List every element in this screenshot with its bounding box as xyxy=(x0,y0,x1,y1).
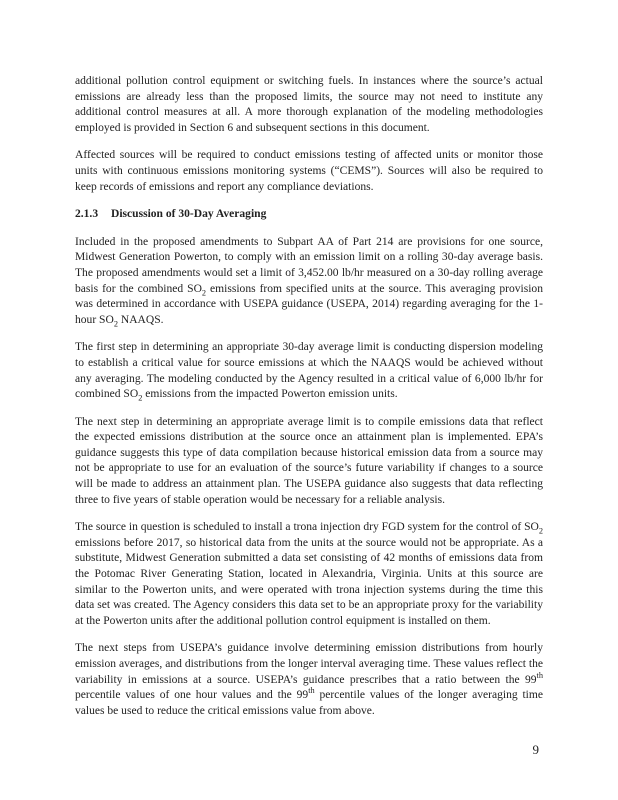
text-run: percentile values of one hour values and the 99 xyxy=(75,689,309,702)
text-run: Included in the proposed amendments to Subpart AA of Part 214 are provisions for one source, Midwest Generation Powerton, to comply with an emission limit on a rolling 30-day average basis. The proposed amendments would set a limit of 3,452.00 lb/hr measured on a 30-day rolling average basis for the combined SO xyxy=(75,235,543,295)
paragraph: additional pollution control equipment or switching fuels. In instances where the source’s actual emissions are already less than the proposed limits, the source may not need to institute any additional control measures at all. A more thorough explanation of the modeling methodologies employed is provided in Section 6 and subsequent sections in this document. xyxy=(75,75,543,134)
subscript: 2 xyxy=(538,526,543,536)
text-run: percentile values of the longer averaging time values be used to reduce the critical emissions value from above. xyxy=(75,689,543,717)
text-run: NAAQS. xyxy=(117,313,164,326)
subscript: 2 xyxy=(138,393,143,403)
text-run: The first step in determining an appropriate 30-day average limit is conducting dispersion modeling to establish a critical value for source emissions at which the NAAQS would be achieved without any averaging. The modeling conducted by the Agency resulted in a critical value of 6,000 lb/hr for combined SO xyxy=(75,341,543,401)
page-body xyxy=(75,74,543,731)
text-run: The source in question is scheduled to install a trona injection dry FGD system for the control of SO xyxy=(75,521,539,534)
text-run: emissions from specified units at the source. This averaging provision was determined in accordance with USEPA guidance (USEPA, 2014) regarding averaging for the 1-hour SO xyxy=(75,282,543,326)
paragraph xyxy=(75,520,543,629)
paragraph xyxy=(75,340,543,402)
page-number: 9 xyxy=(532,742,539,757)
text-run: emissions from the impacted Powerton emission units. xyxy=(142,388,398,401)
section-number: 2.1.3 xyxy=(75,208,99,221)
subscript: 2 xyxy=(201,287,207,297)
subscript: 2 xyxy=(113,319,118,329)
paragraph: The next step in determining an appropriate average limit is to compile emissions data that reflect the expected emissions distribution at the source once an attainment plan is implemented. EPA’s guidance suggests this type of data compilation because historical emission data from a source may not be appropriate to use for an evaluation of the source’s future variability if changes to a source will be made to address an attainment plan. The USEPA guidance also suggests that data reflecting three to five years of stable operation would be necessary for a reliable analysis. xyxy=(75,415,543,506)
paragraph xyxy=(75,235,543,329)
section-heading xyxy=(75,207,543,223)
superscript: th xyxy=(308,686,315,696)
section-title: Discussion of 30-Day Averaging xyxy=(111,208,267,221)
paragraph: Affected sources will be required to conduct emissions testing of affected units or monitor those units with continuous emissions monitoring systems (“CEMS”). Sources will also be required to keep records of emissions and report any compliance deviations. xyxy=(75,149,543,193)
text-run: The next steps from USEPA’s guidance involve determining emission distributions from hourly emission averages, and distributions from the longer interval averaging time. These values reflect the variability in emissions at a source. USEPA’s guidance prescribes that a ratio between the 99 xyxy=(75,642,543,686)
text-run: emissions before 2017, so historical data from the units at the source would not be appropriate. As a substitute, Midwest Generation submitted a data set consisting of 42 months of emissions data from the Potomac River Generating Station, located in Alexandria, Virginia. Units at this source are similar to the Powerton units, and were operated with trona injection systems during the time this data set was created. The Agency considers this data set to be an appropriate proxy for the variability at the Powerton units after the additional pollution control equipment is installed on them. xyxy=(75,536,543,627)
paragraph xyxy=(75,641,543,719)
superscript: th xyxy=(536,670,543,680)
